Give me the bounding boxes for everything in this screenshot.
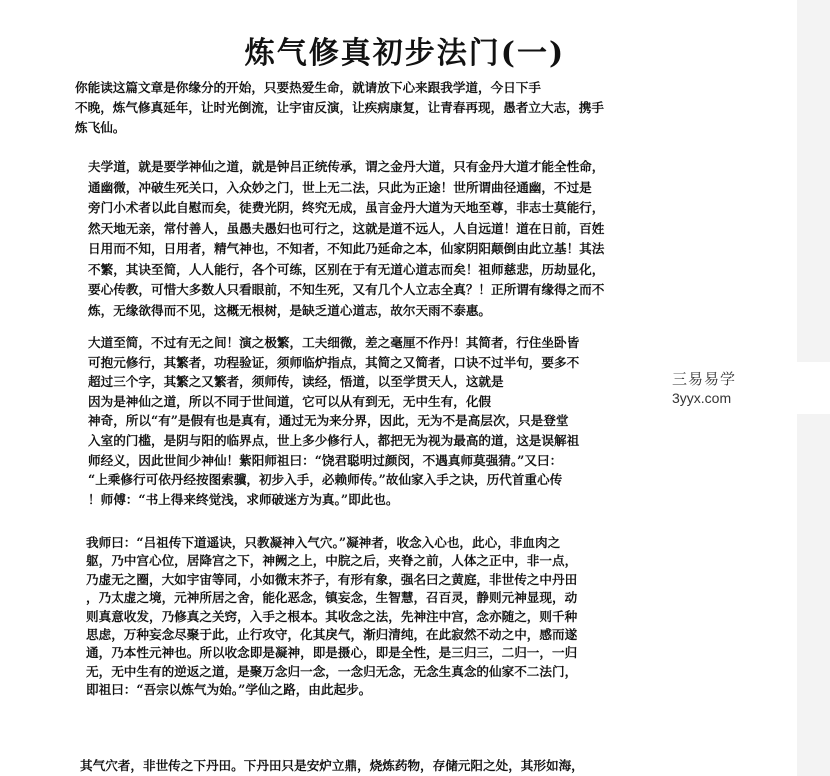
text-line: 乃虚无之圈，大如宇宙等同，小如微末芥子，有形有象，强名曰之黄庭，非世传之中丹田 — [86, 571, 578, 587]
text-line: 炼，无缘欲得而不见，这概无根树，是缺乏道心道志，故尔天雨不泰惠。 — [88, 302, 491, 318]
text-line: 躯，乃中宫心位，居降宫之下，神阙之上，中脘之后，夹脊之前，人体之正中，非一点， — [86, 553, 578, 569]
text-line: 超过三个字，其繁之又繁者，须师传，读经，悟道，以至学贯天人，这就是 — [88, 374, 504, 390]
intro-paragraph — [75, 78, 705, 138]
document-title: 炼气修真初步法门(一) — [244, 36, 566, 71]
text-line: 然天地无亲，常付善人，虽愚夫愚妇也可行之，这就是道不远人，人自远道！道在日前，百姓 — [88, 220, 605, 236]
text-line: 夫学道，就是要学神仙之道，就是钟吕正统传承，谓之金丹大道，只有金丹大道才能全性命， — [88, 159, 605, 174]
text-line: 则真意收发，乃修真之关窍，入手之根本。其收念之法，先神注中宫，念亦随之，则千种 — [86, 608, 578, 624]
watermark-url: 3yyx.com — [672, 390, 732, 406]
text-line: 日用而不知，日用者，精气神也，不知者，不知此乃延命之本，仙家阴阳颠倒由此立基！其法 — [88, 241, 605, 256]
text-line: 师经义，因此世间少神仙！紫阳师祖曰：“饶君聪明过颜闵，不遇真师莫强猜。”又曰： — [88, 452, 563, 468]
text-line: 旁门小术者以此自慰而矣，徒费光阴，终究无成，虽言金丹大道为天地至尊，非志士莫能行， — [88, 200, 605, 215]
site-watermark — [600, 362, 830, 414]
paragraph-1 — [88, 157, 693, 321]
text-line: 你能读这篇文章是你缘分的开始，只要热爱生命，就请放下心来跟我学道，今日下手 — [75, 80, 541, 95]
text-line: 其气穴者，非世传之下丹田。下丹田只是安炉立鼎，烧炼药物，存储元阳之处，其形如海， — [80, 758, 584, 773]
text-line: 可抱元修行，其繁者，功程验证，须师临炉指点，其简之又简者，口诀不过半句，要多不 — [88, 354, 580, 370]
text-line: 思虑，万种妄念尽聚于此，止行攻守，化其戾气，渐归清纯，在此寂然不动之中，感而遂 — [86, 627, 578, 643]
watermark-name: 三易易学 — [672, 371, 737, 388]
paragraph-4 — [80, 756, 690, 775]
text-line: 无，无中生有的逆返之道，是聚万念归一念，一念归无念，无念生真念的仙家不二法门， — [86, 663, 578, 679]
text-line: 即祖曰：“吾宗以炼气为始。”学仙之路，由此起步。 — [86, 682, 372, 698]
text-line: “上乘修行可依丹经按图索骥，初步入手，必赖师传。”故仙家入手之诀，历代首重心传 — [88, 472, 563, 488]
text-line: 不晚，炼气修真延年，让时光倒流，让宇宙反演，让疾病康复，让青春再现，愚者立大志，携手 — [75, 100, 604, 115]
text-line: 入室的门槛，是阴与阳的临界点，世上多少修行人，都把无为视为最高的道，这是误解祖 — [88, 432, 580, 448]
text-line: 大道至简，不过有无之间！演之极繁，工夫细微，差之毫厘不作丹！其简者，行住坐卧皆 — [88, 335, 580, 350]
text-line: 我师曰：“吕祖传下道遥诀，只教凝神入气穴。”凝神者，收念入心也，此心，非血肉之 — [86, 535, 561, 550]
text-line: 通幽微，冲破生死关口，入众妙之门，世上无二法，只此为正途！世所谓曲径通幽，不过是 — [88, 179, 592, 195]
text-line: 通，乃本性元神也。所以收念即是凝神，即是摄心，即是全性，是三归三，二归一，一归 — [86, 645, 578, 661]
text-line: ！师傅：“书上得来终觉浅，求师破迷方为真。”即此也。 — [88, 491, 399, 507]
text-line: ，乃太虚之境，元神所居之舍，能化恶念，镇妄念，生智慧，召百灵，静则元神显现，动 — [86, 590, 578, 606]
text-line: 炼飞仙。 — [75, 120, 126, 135]
text-line: 神奇，所以“有”是假有也是真有，通过无为来分界，因此，无为不是高层次，只是登堂 — [88, 413, 569, 429]
text-line: 要心传教，可惜大多数人只看眼前，不知生死，又有几个人立志全真？！正所谓有缘得之而不 — [88, 282, 605, 297]
text-line: 不繁，其诀至简，人人能行，各个可练，区别在于有无道心道志而矣！祖师慈悲，历劫显化， — [88, 261, 605, 277]
text-line: 因为是神仙之道，所以不同于世间道，它可以从有到无，无中生有，化假 — [88, 393, 491, 409]
paragraph-3 — [86, 534, 689, 700]
paragraph-2 — [88, 333, 688, 509]
